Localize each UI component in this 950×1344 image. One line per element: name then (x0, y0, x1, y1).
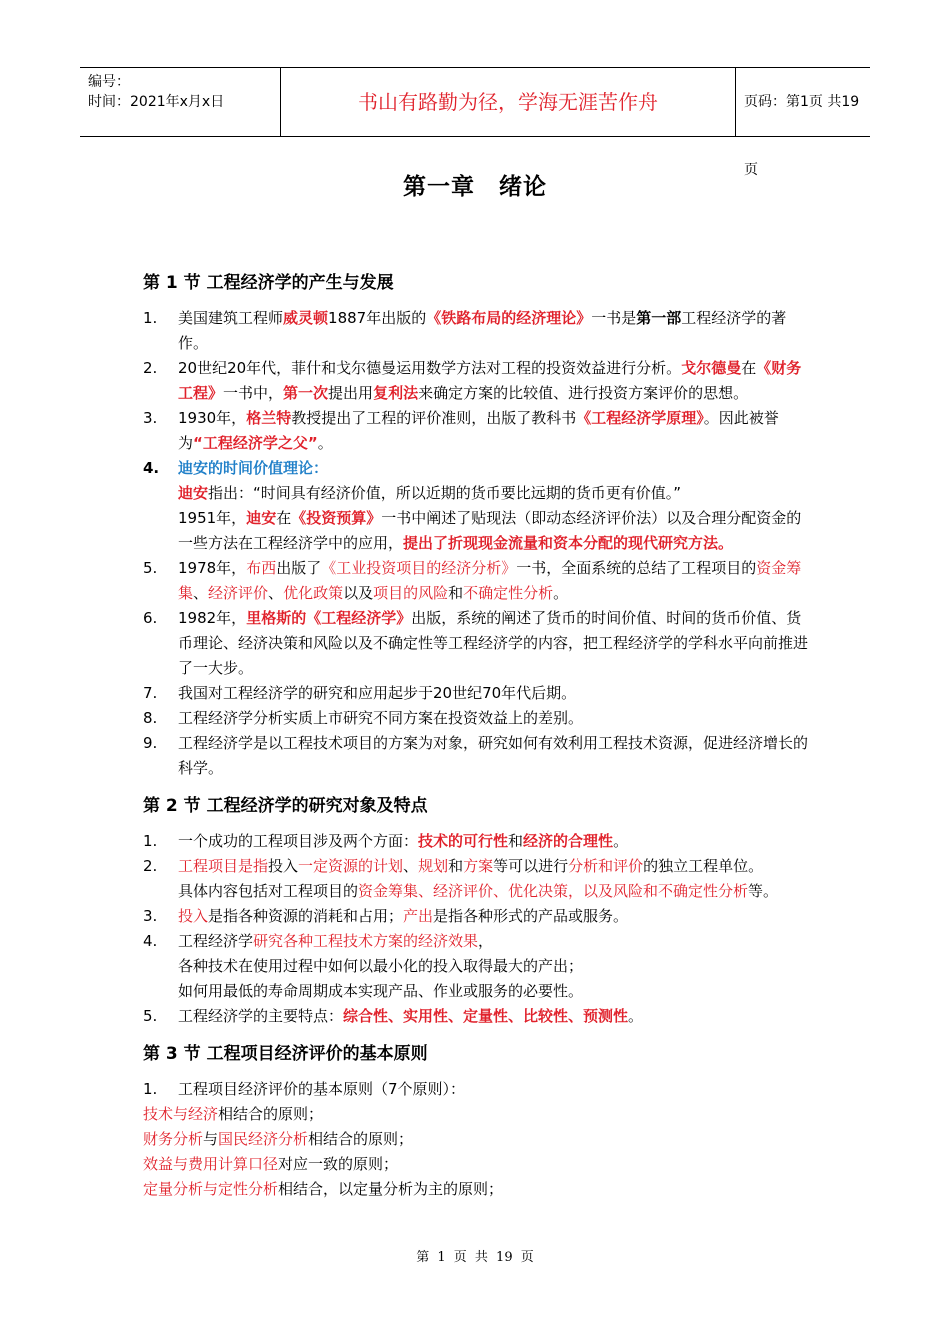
highlight-text: 布西 (246, 559, 277, 577)
highlight-text: “工程经济学之父” (193, 434, 318, 452)
header-page-label: 页码：第1页 共19页 (744, 94, 860, 178)
highlight-text: 经济评价 (208, 584, 269, 602)
item-number: 6. (143, 609, 158, 627)
list-item (143, 731, 813, 781)
text: 1951年， (178, 509, 247, 527)
text: 1978年， (178, 559, 247, 577)
highlight-text: 威灵顿 (283, 309, 329, 327)
highlight-text: 戈尔德曼 (681, 359, 742, 377)
text: 指出：“时间具有经济价值，所以近期的货币要比远期的货币更有价值。” (208, 484, 682, 502)
text: 一书中阐述了贴现法（即动态经济评价法）以及合理分配资金的一些方法在工程经济学中的应用， (178, 509, 802, 552)
item-number: 4. (143, 932, 158, 950)
highlight-text: 《投资预算》 (291, 509, 382, 527)
item-number: 8. (143, 709, 158, 727)
text: 工程经济学 (178, 932, 254, 950)
list-item (143, 1004, 813, 1029)
text: 工程经济学的著作。 (178, 309, 787, 352)
item-number: 5. (143, 1007, 158, 1025)
text: 出版，系统的阐述了货币的时间价值、时间的货币价值、货币理论、经济决策和风险以及不确定性等工程经济学的内容，把工程经济学的学科水平向前推进了一大步。 (178, 609, 809, 677)
text: 美国建筑工程师 (178, 309, 284, 327)
document-body (143, 270, 813, 1202)
list-item (143, 706, 813, 731)
highlight-text: 一定资源的计划 (298, 857, 404, 875)
item-number: 9. (143, 734, 158, 752)
principle-line (143, 1177, 813, 1202)
highlight-text: 优化政策 (283, 584, 344, 602)
item-number: 2. (143, 857, 158, 875)
highlight-text: 迪安 (246, 509, 277, 527)
text: 提出用 (328, 384, 374, 402)
highlight-text: 分析和评价 (568, 857, 644, 875)
list-item (143, 406, 813, 456)
text: 一书中， (223, 384, 284, 402)
text: 、 (268, 584, 284, 602)
text: 相结合的原则； (308, 1130, 414, 1148)
text: 一书是 (591, 309, 637, 327)
principle-line (143, 1102, 813, 1127)
list-item (143, 854, 813, 904)
highlight-text: 研究各种工程技术方案的经济效果 (253, 932, 479, 950)
list-item (143, 456, 813, 556)
highlight-text: 《财务工程》 (178, 359, 802, 402)
text: 。 (613, 832, 629, 850)
text: 工程经济学的主要特点： (178, 1007, 344, 1025)
highlight-text: 定量分析与定性分析 (143, 1180, 279, 1198)
highlight-text: 产出 (403, 907, 434, 925)
section-title: 第 2 节 工程经济学的研究对象及特点 (143, 796, 428, 816)
item-number: 7. (143, 684, 158, 702)
text: 和 (448, 857, 464, 875)
bold-text: 第一部 (636, 309, 682, 327)
section-title: 第 1 节 工程经济学的产生与发展 (143, 273, 394, 293)
text: 1982年， (178, 609, 247, 627)
text: ， (478, 932, 494, 950)
highlight-text: 《铁路布局的经济理论》 (426, 309, 592, 327)
text: 等可以进行 (493, 857, 569, 875)
number-label: 编号： (88, 74, 130, 90)
text: 工程项目经济评价的基本原则（7个原则）： (178, 1080, 466, 1098)
list-item (143, 1077, 813, 1102)
highlight-text: 经济的合理性 (523, 832, 614, 850)
item-title: 迪安的时间价值理论： (178, 459, 329, 477)
header-info-cell (80, 68, 280, 136)
list-item (143, 904, 813, 929)
highlight-text: 迪安 (178, 484, 209, 502)
highlight-text: 不确定性分析 (463, 584, 554, 602)
text: 以及 (343, 584, 374, 602)
chapter-title: 第一章 绪论 (403, 174, 547, 200)
text: 和 (448, 584, 464, 602)
document-header (80, 67, 870, 178)
highlight-text: 项目的风险 (373, 584, 449, 602)
text: 1887年出版的 (328, 309, 427, 327)
highlight-text: 复利法 (373, 384, 419, 402)
principle-line (143, 1127, 813, 1152)
text: 。 (628, 1007, 644, 1025)
text: 具体内容包括对工程项目的 (178, 882, 359, 900)
item-number: 1. (143, 1080, 158, 1098)
highlight-text: 资金筹集、经济评价、优化决策，以及风险和不确定性分析 (358, 882, 749, 900)
text: 投入 (268, 857, 299, 875)
text: 各种技术在使用过程中如何以最小化的投入取得最大的产出； (178, 957, 584, 975)
text: 、 (193, 584, 209, 602)
highlight-text: 里格斯的《工程经济学》 (246, 609, 412, 627)
principle-line (143, 1152, 813, 1177)
text: 。 (553, 584, 569, 602)
list-item (143, 929, 813, 1004)
text: 我国对工程经济学的研究和应用起步于20世纪70年代后期。 (178, 684, 577, 702)
text: 相结合的原则； (218, 1105, 324, 1123)
text: 和 (508, 832, 524, 850)
text: 。 (317, 434, 333, 452)
item-number: 1. (143, 832, 158, 850)
text: 与 (203, 1130, 219, 1148)
list-item (143, 306, 813, 356)
item-number: 4. (143, 459, 160, 477)
highlight-text: 财务分析 (143, 1130, 204, 1148)
list-item (143, 356, 813, 406)
highlight-text: 技术的可行性 (418, 832, 509, 850)
text: 工程经济学分析实质上市研究不同方案在投资效益上的差别。 (178, 709, 584, 727)
text: 一个成功的工程项目涉及两个方面： (178, 832, 419, 850)
page-footer: 第 1 页 共 19 页 (416, 1250, 534, 1265)
highlight-text: 《工程经济学原理》 (576, 409, 704, 427)
highlight-text: 第一次 (283, 384, 329, 402)
item-number: 3. (143, 907, 158, 925)
highlight-text: 规划 (418, 857, 449, 875)
text: 是指各种形式的产品或服务。 (433, 907, 629, 925)
list-item (143, 556, 813, 606)
list-item (143, 606, 813, 681)
section-title: 第 3 节 工程项目经济评价的基本原则 (143, 1044, 428, 1064)
text: 来确定方案的比较值、进行投资方案评价的思想。 (418, 384, 749, 402)
list-item (143, 829, 813, 854)
highlight-text: 《工业投资项目的经济分析》 (321, 559, 517, 577)
text: 等。 (748, 882, 779, 900)
text: 、 (403, 857, 419, 875)
item-number: 1. (143, 309, 158, 327)
highlight-text: 提出了折现现金流量和资本分配的现代研究方法。 (403, 534, 734, 552)
time-label: 时间：2021年x月x日 (88, 94, 225, 110)
header-motto: 书山有路勤为径，学海无涯苦作舟 (280, 68, 736, 136)
highlight-text: 技术与经济 (143, 1105, 219, 1123)
text: 在 (276, 509, 292, 527)
text: 工程经济学是以工程技术项目的方案为对象，研究如何有效利用工程技术资源，促进经济增长的科学。 (178, 734, 809, 777)
text: 。因此被誉为 (178, 409, 779, 452)
highlight-text: 效益与费用计算口径 (143, 1155, 279, 1173)
text: 出版了 (276, 559, 322, 577)
highlight-text: 投入 (178, 907, 209, 925)
highlight-text: 综合性、实用性、定量性、比较性、预测性 (343, 1007, 629, 1025)
text: 一书，全面系统的总结了工程项目的 (516, 559, 757, 577)
item-number: 3. (143, 409, 158, 427)
text: 的独立工程单位。 (643, 857, 764, 875)
highlight-text: 资金筹集 (178, 559, 802, 602)
text: 教授提出了工程的评价准则，出版了教科书 (291, 409, 577, 427)
text: 对应一致的原则； (278, 1155, 399, 1173)
text: 在 (741, 359, 757, 377)
list-item (143, 681, 813, 706)
text: 20世纪20年代，菲什和戈尔德曼运用数学方法对工程的投资效益进行分析。 (178, 359, 682, 377)
highlight-text: 格兰特 (246, 409, 292, 427)
highlight-text: 国民经济分析 (218, 1130, 309, 1148)
text: 是指各种资源的消耗和占用； (208, 907, 404, 925)
text: 相结合，以定量分析为主的原则； (278, 1180, 504, 1198)
highlight-text: 方案 (463, 857, 494, 875)
highlight-text: 工程项目是指 (178, 857, 269, 875)
text: 如何用最低的寿命周期成本实现产品、作业或服务的必要性。 (178, 982, 584, 1000)
item-number: 2. (143, 359, 158, 377)
item-number: 5. (143, 559, 158, 577)
text: 1930年， (178, 409, 247, 427)
